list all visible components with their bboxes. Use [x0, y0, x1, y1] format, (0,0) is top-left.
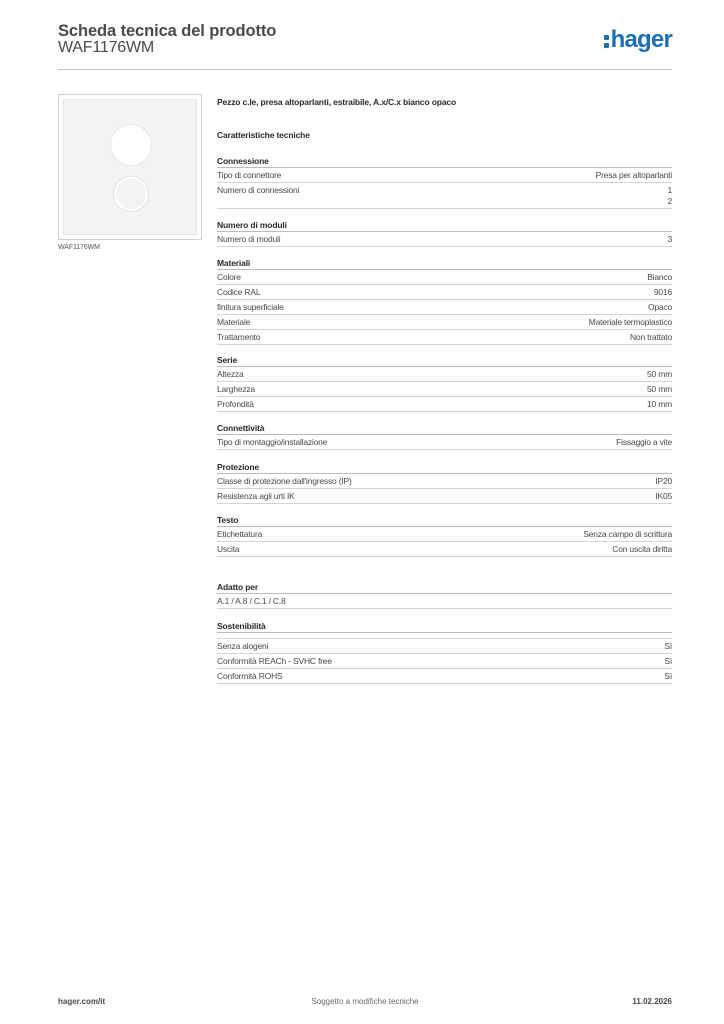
cover-plate-illustration — [63, 99, 197, 235]
spec-label: Classe di protezione dall'ingresso (IP) — [217, 476, 352, 486]
spec-value: Sì — [664, 641, 672, 651]
spec-row — [217, 315, 672, 330]
spec-value: 50 mm — [647, 369, 672, 379]
spec-value: IP20 — [655, 476, 672, 486]
footer-date: 11.02.2026 — [632, 997, 672, 1006]
website-link[interactable]: hager.com/it — [58, 997, 106, 1006]
spec-value: 50 mm — [647, 384, 672, 394]
spec-value: Con uscita diritta — [612, 544, 672, 554]
spec-label: Codice RAL — [217, 287, 261, 297]
spec-row — [217, 654, 672, 669]
section-title: Testo — [217, 514, 672, 527]
spec-value: 10 mm — [647, 399, 672, 409]
spec-value: Sì — [664, 671, 672, 681]
spec-label: Conformità ROHS — [217, 671, 283, 681]
spec-row — [217, 397, 672, 412]
spec-value: Senza campo di scrittura — [583, 529, 672, 539]
spec-label: Tipo di montaggio/installazione — [217, 437, 328, 447]
spec-label: finitura superficiale — [217, 302, 284, 312]
spec-row — [217, 183, 672, 209]
footer-notice: Soggetto a modifiche tecniche — [311, 997, 419, 1006]
spec-row — [217, 232, 672, 247]
section-title: Protezione — [217, 461, 672, 474]
hager-logo — [604, 28, 672, 52]
spec-value: Materiale termoplastico — [588, 317, 672, 327]
spec-label: Profondità — [217, 399, 254, 409]
section-title: Serie — [217, 354, 672, 367]
product-code: WAF1176WM — [58, 39, 154, 56]
product-description: Pezzo c.le, presa altoparlanti, estraibile, A.x/C.x bianco opaco — [217, 97, 457, 107]
spec-label: Numero di connessioni — [217, 185, 300, 195]
spec-row — [217, 542, 672, 557]
spec-row — [217, 594, 672, 609]
spec-row — [217, 270, 672, 285]
section-title: Materiali — [217, 257, 672, 270]
section-connessione — [217, 155, 672, 209]
spec-value: 3 — [667, 234, 672, 244]
section-title: Numero di moduli — [217, 219, 672, 232]
spec-value: 9016 — [653, 287, 672, 297]
spec-row — [217, 474, 672, 489]
logo-dots-icon — [604, 32, 610, 48]
spec-label: Materiale — [217, 317, 251, 327]
spec-label: Senza alogeni — [217, 641, 269, 651]
spec-row — [217, 285, 672, 300]
spec-label: Numero di moduli — [217, 234, 281, 244]
spec-value: Bianco — [647, 272, 672, 282]
spec-row — [217, 300, 672, 315]
section-protezione — [217, 461, 672, 504]
spec-value: 1 2 — [667, 185, 672, 206]
spec-label: Conformità REACh - SVHC free — [217, 656, 332, 666]
spec-label: Etichettatura — [217, 529, 263, 539]
logo-text: hager — [610, 26, 672, 53]
section-title: Connessione — [217, 155, 672, 168]
section-testo — [217, 514, 672, 557]
spec-value: Opaco — [647, 302, 672, 312]
spec-row — [217, 669, 672, 684]
spec-row — [217, 489, 672, 504]
product-image — [58, 94, 202, 240]
section-sostenibilita — [217, 620, 672, 684]
document-title: Scheda tecnica del prodotto — [58, 22, 277, 40]
plate-ring — [114, 177, 148, 211]
page-header — [58, 22, 672, 70]
spec-row — [217, 639, 672, 654]
spec-label: Uscita — [217, 544, 240, 554]
spec-row — [217, 330, 672, 345]
spec-value: Presa per altoparlanti — [595, 170, 672, 180]
section-connettivita — [217, 422, 672, 450]
section-materiali — [217, 257, 672, 345]
spec-label: Resistenza agli urti IK — [217, 491, 295, 501]
spec-row — [217, 527, 672, 542]
spec-value: Non trattato — [629, 332, 672, 342]
section-adatto-per — [217, 581, 672, 609]
plate-hole — [110, 124, 152, 166]
section-numero-di-moduli — [217, 219, 672, 247]
spec-label: Trattamento — [217, 332, 261, 342]
section-serie — [217, 354, 672, 412]
spec-row — [217, 382, 672, 397]
product-image-caption: WAF1176WM — [58, 244, 100, 251]
spec-label: Tipo di connettore — [217, 170, 282, 180]
spec-label: Larghezza — [217, 384, 255, 394]
spec-value: IK05 — [655, 491, 672, 501]
spec-row — [217, 168, 672, 183]
spec-label: A.1 / A.8 / C.1 / C.8 — [217, 596, 286, 606]
spec-value: Fissaggio a vite — [616, 437, 672, 447]
technical-features-title: Caratteristiche tecniche — [217, 130, 310, 140]
spec-value: Sì — [664, 656, 672, 666]
section-title: Adatto per — [217, 581, 672, 594]
spec-row — [217, 367, 672, 382]
spec-label: Colore — [217, 272, 241, 282]
spec-label: Altezza — [217, 369, 244, 379]
spec-row — [217, 435, 672, 450]
section-title: Connettività — [217, 422, 672, 435]
section-title: Sostenibilità — [217, 620, 672, 633]
